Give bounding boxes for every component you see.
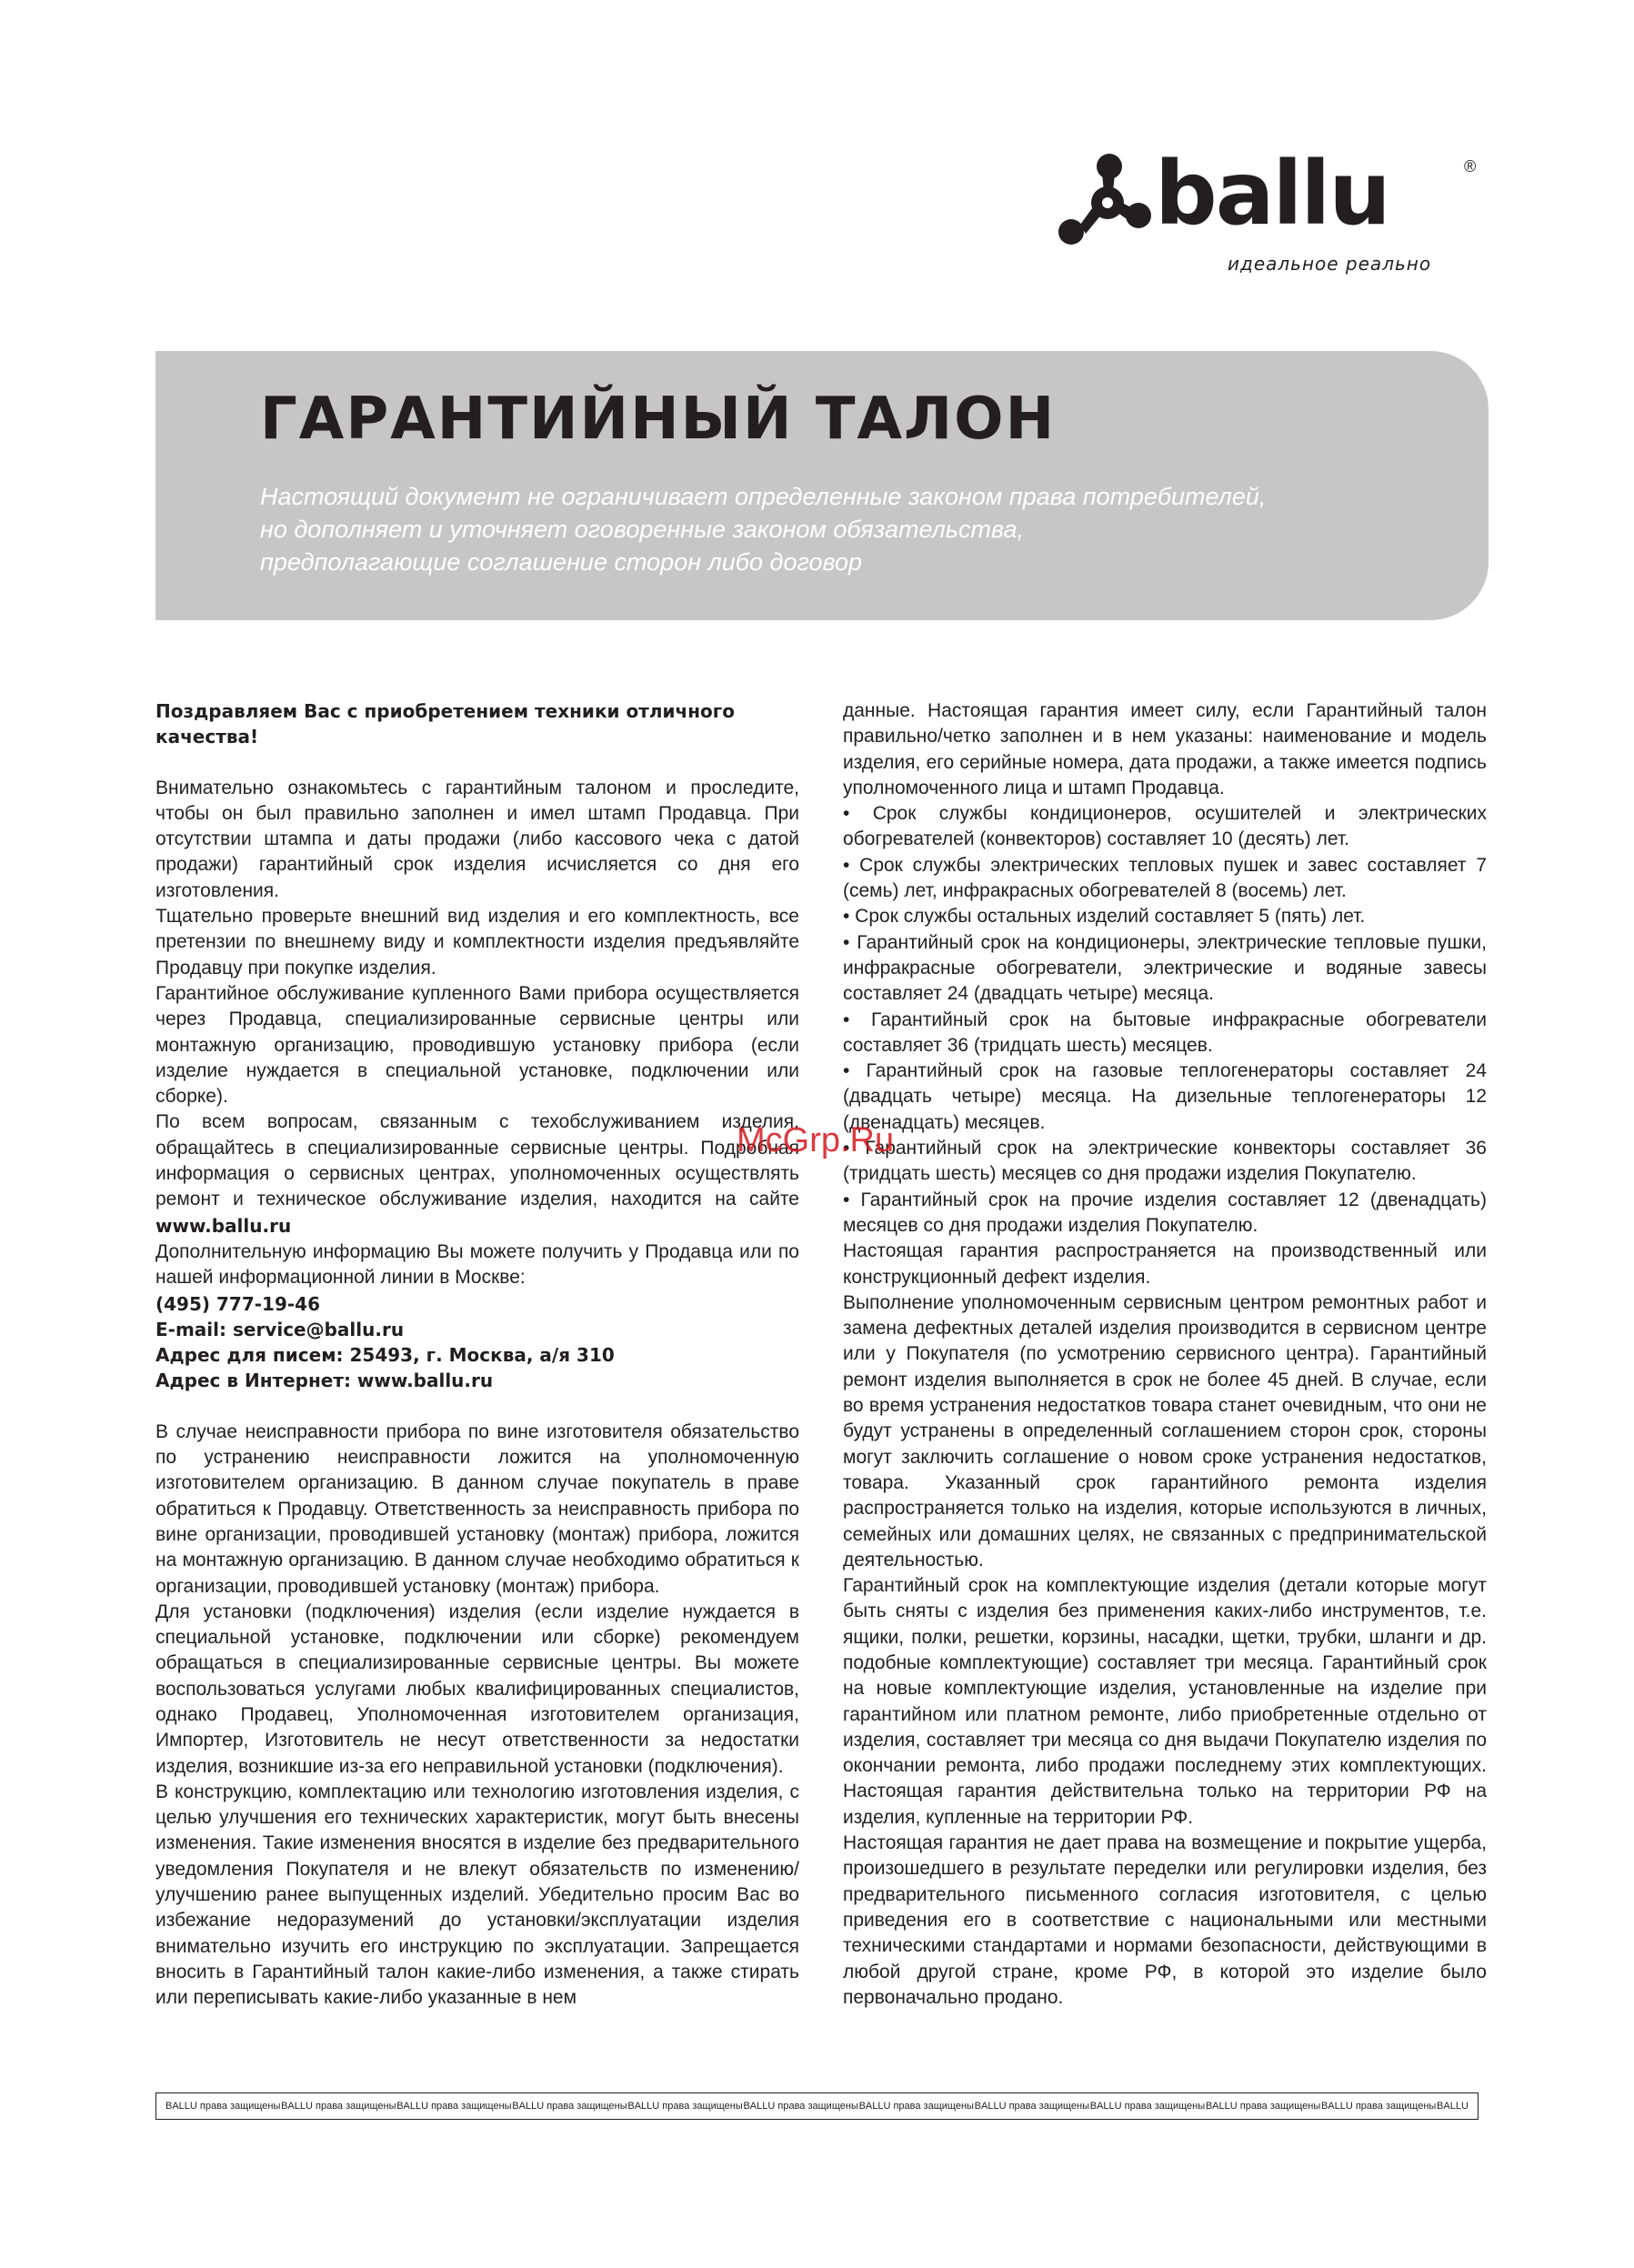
- registered-mark: ®: [1464, 157, 1477, 176]
- logo-wordmark: ballu: [1155, 143, 1389, 245]
- paragraph: Для установки (подключения) изделия (если изделие нуждается в специальной установке, подключении или сборке) рекомендуем обращаться в специализированные сервисные центры. Вы можете воспользоваться услугами любых квалифицированных специалистов, однако Продавец, Уполномоченная изготовителем организация, Импортер, Изготовитель не несут ответственности за недостатки изделия, возникшие из-за его неправильной установки (подключения).: [155, 1601, 799, 1777]
- logo-tagline: идеальное реально: [1228, 253, 1432, 275]
- paragraph: Выполнение уполномоченным сервисным центром ремонтных работ и замена дефектных деталей изделия производится в сервисном центре или у Покупателя (по усмотрению сервисного центра). Гарантийный ремонт изделия выполняется в срок не более 45 дней. В случае, если во время устранения недостатков товара станет очевидным, что они не будут устранены в определенный соглашением сторон срок, стороны могут заключить соглашение о новом сроке устранения недостатков, товара. Указанный срок гарантийного ремонта изделия распространяется только на изделия, которые используются в личных, семейных или домашних целях, не связанных с предпринимательской деятельностью.: [843, 1291, 1487, 1571]
- paragraph: Гарантийное обслуживание купленного Вами прибора осуществляется через Продавца, специализированные сервисные центры или монтажную организацию, проводившую установку прибора (если изделие нуждается в специальной установке, подключении или сборке).: [155, 982, 799, 1108]
- footer-item: BALLU права защищены: [165, 2101, 281, 2112]
- bullet-item: • Срок службы кондиционеров, осушителей и электрических обогревателей (конвекторов) составляет 10 (десять) лет.: [843, 803, 1487, 850]
- footer-item: BALLU права защищены: [396, 2101, 512, 2112]
- right-column: [843, 698, 1487, 2011]
- paragraph: [155, 1109, 799, 1239]
- paragraph: В случае неисправности прибора по вине изготовителя обязательство по устранению неисправности ложится на уполномоченную изготовителем организацию. В данном случае покупатель в праве обратиться к Продавцу. Ответственность за неисправность прибора по вине организации, проводившей установку (монтаж) прибора, ложится на монтажную организацию. В данном случае необходимо обратиться к организации, проводившей установку (монтаж) прибора.: [155, 1420, 799, 1597]
- footer-item: BALLU права защищены: [1089, 2101, 1206, 2112]
- bullet-item: • Срок службы остальных изделий составляет 5 (пять) лет.: [843, 906, 1366, 928]
- footer-item: BALLU права защищены: [512, 2101, 627, 2112]
- ballu-logo: [1055, 143, 1491, 277]
- left-column: [155, 698, 799, 2012]
- footer-item: BALLU права защищены: [858, 2101, 974, 2112]
- bullet-item: • Гарантийный срок на электрические конвекторы составляет 36 (тридцать шесть) месяцев со дня продажи изделия Покупателю.: [843, 1138, 1487, 1185]
- footer-item: BALLU права защищены: [743, 2101, 858, 2112]
- ballu-logo-icon: [1055, 150, 1155, 250]
- paragraph: Внимательно ознакомьтесь с гарантийным талоном и проследите, чтобы он был правильно заполнен и имел штамп Продавца. При отсутствии штампа и даты продажи (либо кассового чека с датой продажи) гарантийный срок изделия исчисляется со дня его изготовления.: [155, 777, 799, 901]
- bullet-item: • Гарантийный срок на бытовые инфракрасные обогреватели составляет 36 (тридцать шесть) месяцев.: [843, 1009, 1487, 1056]
- phone-number: (495) 777-19-46: [155, 1292, 321, 1315]
- postal-address: Адрес для писем: 25493, г. Москва, а/я 310: [155, 1344, 615, 1367]
- bullet-item: • Гарантийный срок на прочие изделия составляет 12 (двенадцать) месяцев со дня продажи изделия Покупателю.: [843, 1189, 1487, 1236]
- page-title: ГАРАНТИЙНЫЙ ТАЛОН: [260, 386, 1057, 453]
- footer-item: BALLU права защищены: [627, 2101, 743, 2112]
- subtitle-line: но дополняет и уточняет оговоренные законом обязательства,: [260, 516, 1025, 543]
- paragraph: Тщательно проверьте внешний вид изделия и его комплектность, все претензии по внешнему виду и комплектности изделия предъявляйте Продавцу при покупке изделия.: [155, 906, 799, 978]
- email-address: E-mail: service@ballu.ru: [155, 1318, 405, 1340]
- paragraph: Настоящая гарантия не дает права на возмещение и покрытие ущерба, произошедшего в результате переделки или регулировки изделия, без предварительного письменного согласия изготовителя, с целью приведения его в соответствие с национальными или местными техническими стандартами и нормами безопасности, действующими в любой другой стране, кроме РФ, в которой это изделие было первоначально продано.: [843, 1832, 1487, 2008]
- web-address: Адрес в Интернет: www.ballu.ru: [155, 1370, 494, 1392]
- page-subtitle: [260, 480, 1442, 578]
- footer-item: BALLU права защищены: [1320, 2101, 1437, 2112]
- footer-item: BALLU: [1437, 2101, 1469, 2112]
- paragraph: данные. Настоящая гарантия имеет силу, если Гарантийный талон правильно/четко заполнен и в нем указаны: наименование и модель изделия, его серийные номера, дата продажи, а также имеется подпись уполномоченного лица и штамп Продавца.: [843, 700, 1487, 798]
- bullet-item: • Гарантийный срок на кондиционеры, электрические тепловые пушки, инфракрасные обогреватели, электрические и водяные завесы составляет 24 (двадцать четыре) месяца.: [843, 931, 1487, 1005]
- congrats-heading: Поздравляем Вас с приобретением техники отличного качества!: [155, 700, 735, 748]
- footer-item: BALLU права защищены: [1205, 2101, 1321, 2112]
- footer-item: BALLU права защищены: [281, 2101, 396, 2112]
- paragraph-text: По всем вопросам, связанным с техобслуживанием изделия, обращайтесь в специализированные сервисные центры. Подробная информация о сервисных центрах, уполномоченных осуществлять ремонт и техническое обслуживание изделия, находится на сайте: [155, 1111, 799, 1210]
- subtitle-line: предполагающие соглашение сторон либо договор: [260, 548, 863, 576]
- footer-item: BALLU права защищены: [974, 2101, 1090, 2112]
- website-link[interactable]: www.ballu.ru: [155, 1214, 292, 1237]
- paragraph: В конструкцию, комплектацию или технологию изготовления изделия, с целью улучшения его технических характеристик, могут быть внесены изменения. Такие изменения вносятся в изделие без предварительного уведомления Покупателя и не влекут обязательств по изменению/улучшению ранее выпущенных изделий. Убедительно просим Вас во избежание недоразумений до установки/эксплуатации изделия внимательно изучить его инструкцию по эксплуатации. Запрещается вносить в Гарантийный талон какие-либо изменения, а также стирать или переписывать какие-либо указанные в нем: [155, 1781, 799, 2009]
- paragraph: Дополнительную информацию Вы можете получить у Продавца или по нашей информационной линии в Москве:: [155, 1240, 799, 1289]
- footer-strip: [155, 2092, 1479, 2120]
- bullet-item: • Срок службы электрических тепловых пушек и завес составляет 7 (семь) лет, инфракрасных обогревателей 8 (восемь) лет.: [843, 854, 1487, 902]
- bullet-item: • Гарантийный срок на газовые теплогенераторы составляет 24 (двадцать четыре) месяца. На дизельные теплогенераторы 12 (двенадцать) месяцев.: [843, 1060, 1487, 1133]
- watermark: McGrp.Ru: [737, 1121, 895, 1159]
- paragraph: Настоящая гарантия распространяется на производственный или конструкционный дефект изделия.: [843, 1240, 1487, 1288]
- subtitle-line: Настоящий документ не ограничивает определенные законом права потребителей,: [260, 483, 1267, 510]
- header-band: [155, 351, 1489, 620]
- paragraph: Гарантийный срок на комплектующие изделия (детали которые могут быть сняты с изделия без применения каких-либо инструментов, т.е. ящики, полки, решетки, корзины, насадки, щетки, трубки, шланги и др. подобные комплектующие) составляет три месяца. Гарантийный срок на новые комплектующие изделия, установленные на изделие при гарантийном или платном ремонте, либо приобретенные отдельно от изделия, составляет три месяца со дня выдачи Покупателю изделия по окончании ремонта, либо продажи последнему этих комплектующих. Настоящая гарантия действительна только на территории РФ на изделия, купленные на территории РФ.: [843, 1575, 1487, 1828]
